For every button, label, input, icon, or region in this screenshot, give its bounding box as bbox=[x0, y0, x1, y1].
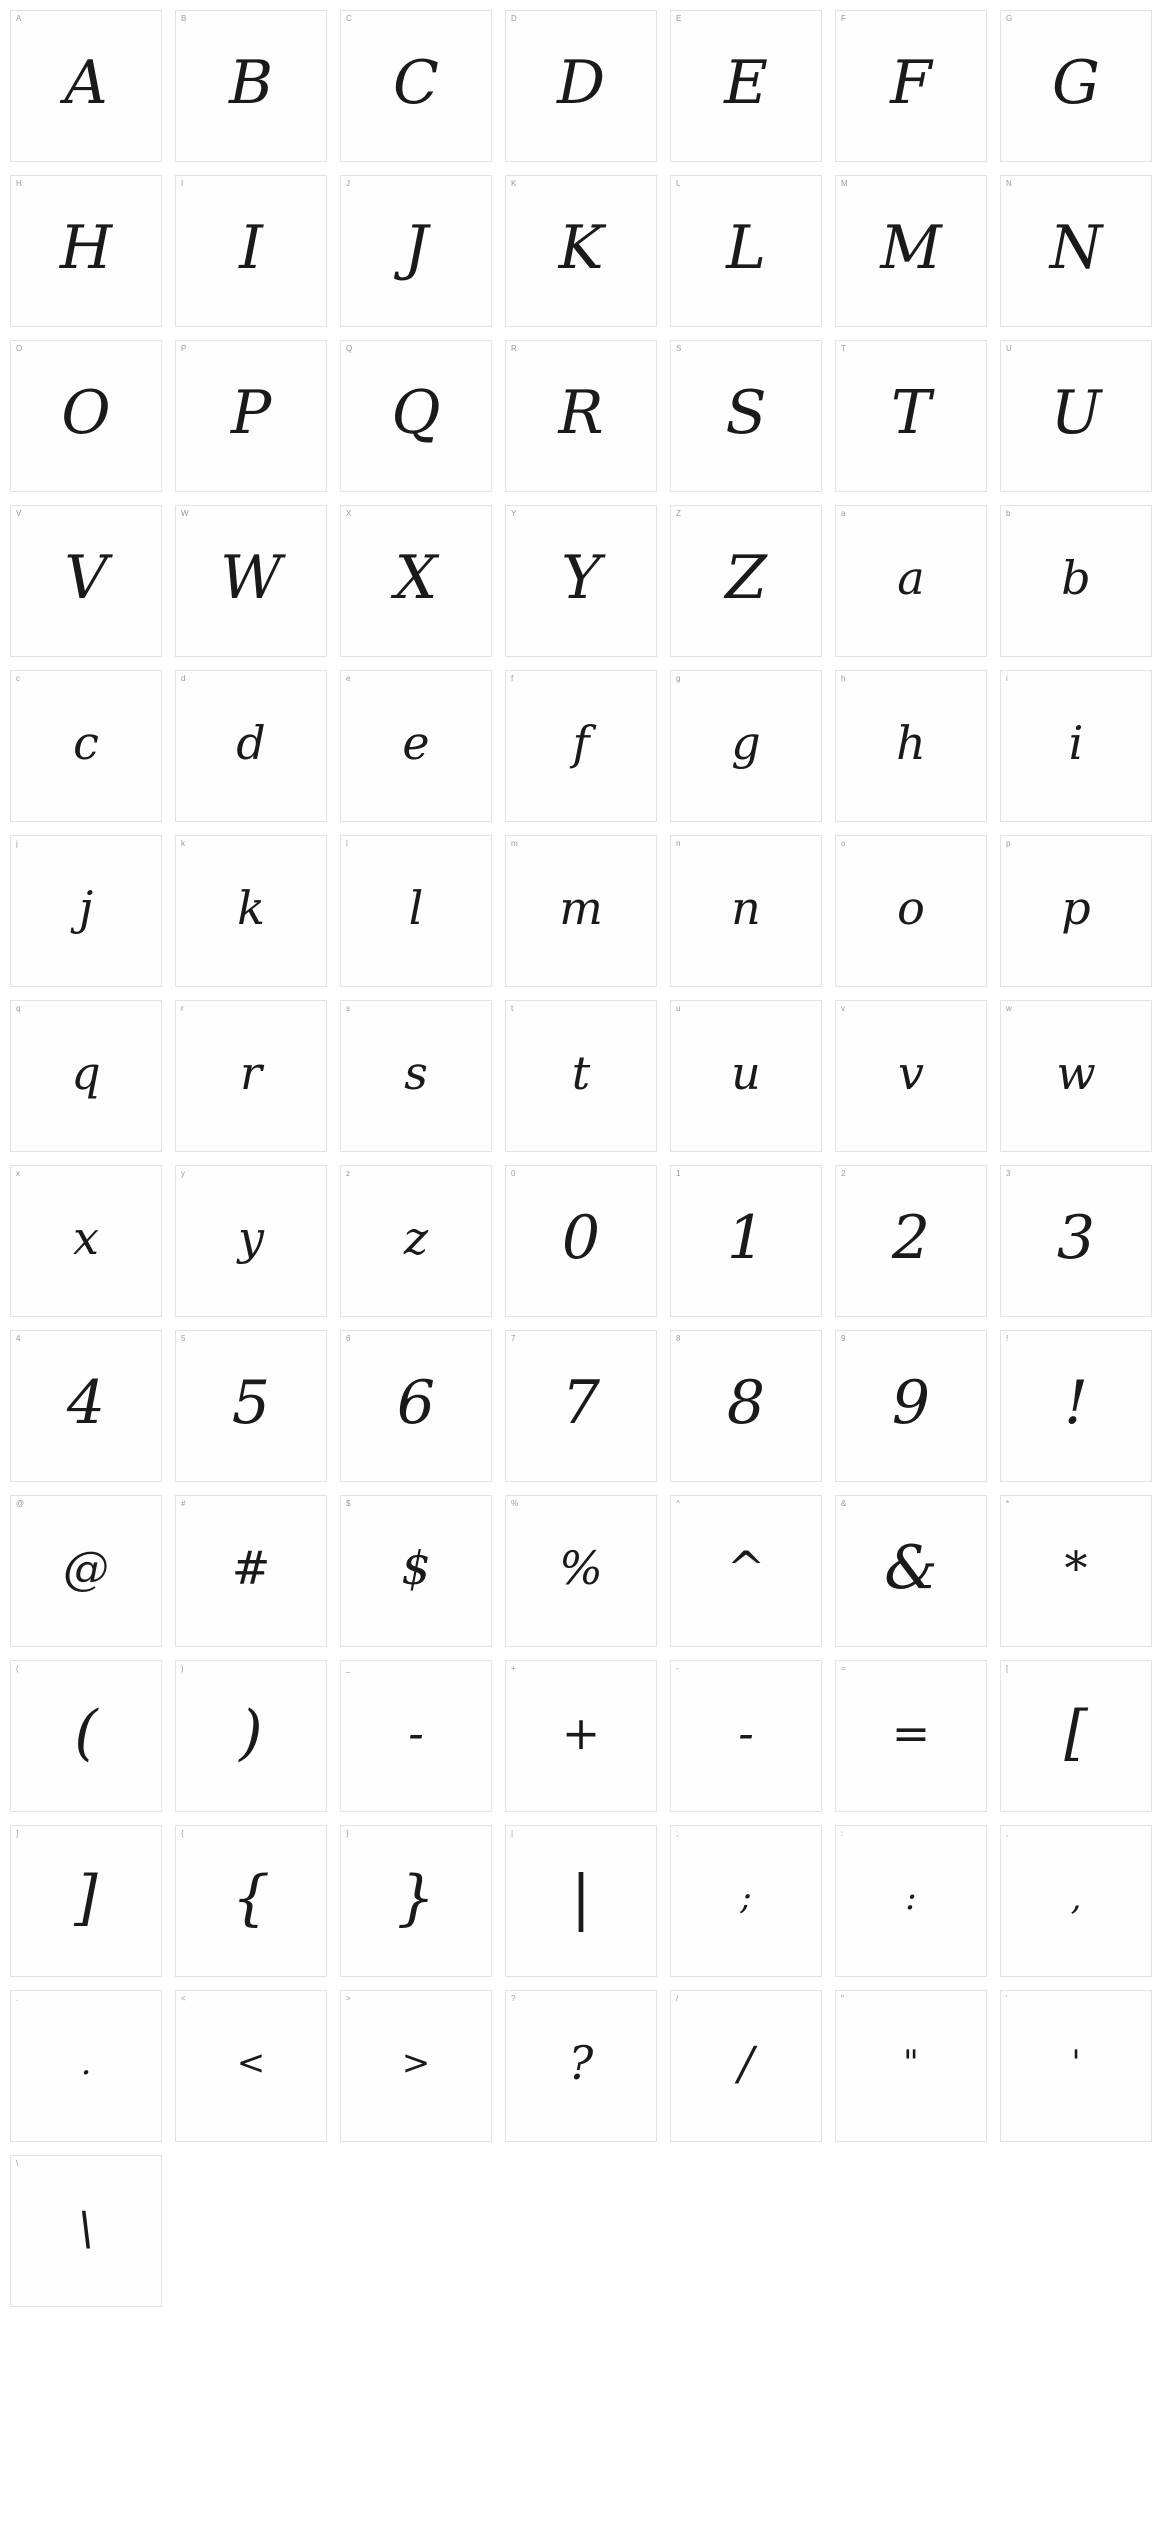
glyph-character: . bbox=[80, 2043, 92, 2083]
glyph-character: J bbox=[403, 213, 429, 283]
glyph-character: S bbox=[725, 378, 767, 448]
glyph-cell[interactable] bbox=[835, 505, 987, 657]
glyph-character: * bbox=[1064, 1541, 1088, 1595]
glyph-code-label: # bbox=[181, 1499, 186, 1508]
glyph-code-label: @ bbox=[16, 1499, 25, 1508]
glyph-code-label: " bbox=[841, 1994, 845, 2003]
glyph-cell[interactable] bbox=[670, 505, 822, 657]
glyph-code-label: e bbox=[346, 674, 351, 683]
glyph-cell[interactable] bbox=[340, 10, 492, 162]
glyph-character: 9 bbox=[891, 1368, 931, 1438]
glyph-character: } bbox=[396, 1863, 436, 1933]
glyph-cell[interactable] bbox=[505, 340, 657, 492]
glyph-cell[interactable] bbox=[340, 175, 492, 327]
glyph-cell[interactable] bbox=[505, 175, 657, 327]
glyph-cell[interactable] bbox=[835, 175, 987, 327]
glyph-cell[interactable] bbox=[505, 670, 657, 822]
glyph-code-label: ? bbox=[511, 1994, 516, 2003]
glyph-code-label: 8 bbox=[676, 1334, 681, 1343]
glyph-cell[interactable] bbox=[1000, 1990, 1152, 2142]
glyph-code-label: { bbox=[181, 1829, 184, 1838]
glyph-code-label: x bbox=[16, 1169, 21, 1178]
glyph-code-label: W bbox=[181, 509, 189, 518]
glyph-code-label: ^ bbox=[676, 1499, 680, 1508]
glyph-code-label: 3 bbox=[1006, 1169, 1011, 1178]
glyph-character: c bbox=[73, 716, 99, 770]
glyph-code-label: z bbox=[346, 1169, 351, 1178]
glyph-cell[interactable] bbox=[505, 1330, 657, 1482]
glyph-character: m bbox=[559, 881, 603, 935]
glyph-code-label: 0 bbox=[511, 1169, 516, 1178]
glyph-character: " bbox=[903, 2043, 919, 2083]
glyph-cell[interactable] bbox=[340, 1660, 492, 1812]
glyph-code-label: t bbox=[511, 1004, 514, 1013]
glyph-character: n bbox=[731, 881, 761, 935]
glyph-character: A bbox=[64, 48, 108, 118]
glyph-character: E bbox=[724, 48, 768, 118]
glyph-cell[interactable] bbox=[10, 1825, 162, 1977]
glyph-cell[interactable] bbox=[175, 505, 327, 657]
glyph-character: 5 bbox=[231, 1368, 271, 1438]
glyph-character: > bbox=[401, 2043, 431, 2083]
glyph-character: X bbox=[394, 543, 438, 613]
glyph-code-label: F bbox=[841, 14, 847, 23]
glyph-cell[interactable] bbox=[10, 1660, 162, 1812]
glyph-code-label: 1 bbox=[676, 1169, 681, 1178]
glyph-code-label: < bbox=[181, 1994, 186, 2003]
glyph-code-label: c bbox=[16, 674, 21, 683]
glyph-character: d bbox=[236, 716, 266, 770]
glyph-cell[interactable] bbox=[10, 505, 162, 657]
glyph-character: I bbox=[239, 213, 263, 283]
glyph-code-label: b bbox=[1006, 509, 1011, 518]
glyph-code-label: [ bbox=[1006, 1664, 1009, 1673]
glyph-character: & bbox=[884, 1533, 938, 1603]
glyph-code-label: R bbox=[511, 344, 517, 353]
glyph-cell[interactable] bbox=[1000, 1495, 1152, 1647]
glyph-cell[interactable] bbox=[670, 1330, 822, 1482]
glyph-cell[interactable] bbox=[835, 1825, 987, 1977]
glyph-code-label: ! bbox=[1006, 1334, 1009, 1343]
glyph-code-label: a bbox=[841, 509, 846, 518]
glyph-code-label: d bbox=[181, 674, 186, 683]
glyph-cell[interactable] bbox=[175, 1165, 327, 1317]
glyph-character: f bbox=[572, 716, 590, 770]
glyph-character: ( bbox=[74, 1698, 98, 1768]
glyph-code-label: B bbox=[181, 14, 187, 23]
glyph-cell[interactable] bbox=[835, 1660, 987, 1812]
glyph-cell[interactable] bbox=[670, 1990, 822, 2142]
glyph-code-label: V bbox=[16, 509, 22, 518]
glyph-cell[interactable] bbox=[340, 1495, 492, 1647]
glyph-character: ] bbox=[74, 1863, 98, 1933]
glyph-character: - bbox=[738, 1706, 754, 1760]
glyph-character: : bbox=[905, 1878, 917, 1918]
glyph-code-label: ' bbox=[1006, 1994, 1008, 2003]
glyph-character: h bbox=[896, 716, 926, 770]
glyph-cell[interactable] bbox=[670, 1660, 822, 1812]
glyph-character: @ bbox=[63, 1541, 109, 1595]
glyph-character: N bbox=[1049, 213, 1103, 283]
glyph-code-label: S bbox=[676, 344, 682, 353]
glyph-cell[interactable] bbox=[835, 1495, 987, 1647]
glyph-character: G bbox=[1052, 48, 1100, 118]
glyph-cell[interactable] bbox=[670, 1825, 822, 1977]
glyph-code-label: C bbox=[346, 14, 352, 23]
glyph-code-label: E bbox=[676, 14, 682, 23]
glyph-code-label: ; bbox=[676, 1829, 679, 1838]
glyph-code-label: L bbox=[676, 179, 681, 188]
glyph-cell[interactable] bbox=[175, 340, 327, 492]
glyph-cell[interactable] bbox=[670, 1000, 822, 1152]
glyph-code-label: o bbox=[841, 839, 846, 848]
glyph-character: O bbox=[61, 378, 111, 448]
glyph-cell[interactable] bbox=[175, 175, 327, 327]
glyph-code-label: & bbox=[841, 1499, 847, 1508]
glyph-code-label: H bbox=[16, 179, 22, 188]
glyph-character: = bbox=[891, 1706, 931, 1760]
glyph-character: s bbox=[404, 1046, 428, 1100]
glyph-code-label: w bbox=[1006, 1004, 1012, 1013]
glyph-cell[interactable] bbox=[505, 10, 657, 162]
glyph-cell[interactable] bbox=[670, 340, 822, 492]
glyph-character: 7 bbox=[561, 1368, 601, 1438]
glyph-character: y bbox=[238, 1211, 264, 1265]
glyph-code-label: K bbox=[511, 179, 517, 188]
glyph-code-label: : bbox=[841, 1829, 844, 1838]
glyph-code-label: . bbox=[16, 1994, 19, 2003]
glyph-character: x bbox=[73, 1211, 99, 1265]
glyph-code-label: v bbox=[841, 1004, 846, 1013]
glyph-cell[interactable] bbox=[1000, 1000, 1152, 1152]
glyph-character: r bbox=[240, 1046, 262, 1100]
glyph-character: ^ bbox=[726, 1541, 766, 1595]
glyph-cell[interactable] bbox=[670, 1495, 822, 1647]
glyph-code-label: 2 bbox=[841, 1169, 846, 1178]
glyph-cell[interactable] bbox=[10, 1495, 162, 1647]
glyph-character: Q bbox=[391, 378, 441, 448]
glyph-cell[interactable] bbox=[670, 10, 822, 162]
glyph-cell[interactable] bbox=[505, 1495, 657, 1647]
glyph-code-label: O bbox=[16, 344, 23, 353]
glyph-character: [ bbox=[1064, 1698, 1088, 1768]
glyph-cell[interactable] bbox=[505, 505, 657, 657]
glyph-code-label: G bbox=[1006, 14, 1013, 23]
glyph-cell[interactable] bbox=[1000, 10, 1152, 162]
glyph-character: i bbox=[1068, 716, 1084, 770]
glyph-character: g bbox=[731, 716, 761, 770]
glyph-cell[interactable] bbox=[10, 340, 162, 492]
glyph-cell[interactable] bbox=[10, 175, 162, 327]
glyph-character: $ bbox=[401, 1541, 431, 1595]
glyph-character: W bbox=[220, 543, 282, 613]
glyph-code-label: J bbox=[346, 179, 351, 188]
glyph-cell[interactable] bbox=[835, 1000, 987, 1152]
glyph-character: \ bbox=[78, 2201, 94, 2255]
glyph-cell[interactable] bbox=[340, 1000, 492, 1152]
glyph-cell[interactable] bbox=[10, 835, 162, 987]
glyph-cell[interactable] bbox=[835, 835, 987, 987]
glyph-code-label: p bbox=[1006, 839, 1011, 848]
glyph-character: F bbox=[890, 48, 932, 118]
glyph-character: < bbox=[236, 2043, 266, 2083]
glyph-code-label: m bbox=[511, 839, 518, 848]
glyph-code-label: P bbox=[181, 344, 187, 353]
glyph-cell[interactable] bbox=[1000, 505, 1152, 657]
glyph-code-label: - bbox=[676, 1664, 679, 1673]
glyph-character: v bbox=[898, 1046, 924, 1100]
glyph-code-label: = bbox=[841, 1664, 846, 1673]
glyph-character: T bbox=[890, 378, 932, 448]
glyph-cell[interactable] bbox=[835, 1165, 987, 1317]
glyph-cell[interactable] bbox=[340, 505, 492, 657]
glyph-code-label: k bbox=[181, 839, 186, 848]
glyph-cell[interactable] bbox=[175, 1495, 327, 1647]
glyph-code-label: X bbox=[346, 509, 352, 518]
glyph-code-label: > bbox=[346, 1994, 351, 2003]
glyph-cell[interactable] bbox=[10, 670, 162, 822]
glyph-cell[interactable] bbox=[340, 1165, 492, 1317]
glyph-code-label: Y bbox=[511, 509, 517, 518]
glyph-code-label: n bbox=[676, 839, 681, 848]
glyph-character: a bbox=[897, 551, 925, 605]
glyph-cell[interactable] bbox=[175, 670, 327, 822]
glyph-cell[interactable] bbox=[340, 1825, 492, 1977]
glyph-code-label: h bbox=[841, 674, 846, 683]
glyph-cell[interactable] bbox=[1000, 1165, 1152, 1317]
glyph-character: j bbox=[78, 881, 94, 935]
glyph-character: ) bbox=[239, 1698, 263, 1768]
glyph-code-label: * bbox=[1006, 1499, 1010, 1508]
glyph-code-label: i bbox=[1006, 674, 1008, 683]
glyph-cell[interactable] bbox=[175, 1660, 327, 1812]
glyph-character: b bbox=[1061, 551, 1091, 605]
glyph-cell[interactable] bbox=[340, 835, 492, 987]
glyph-character: Y bbox=[561, 543, 601, 613]
glyph-cell[interactable] bbox=[10, 1990, 162, 2142]
glyph-code-label: l bbox=[346, 839, 348, 848]
glyph-cell[interactable] bbox=[10, 1000, 162, 1152]
glyph-cell[interactable] bbox=[175, 1000, 327, 1152]
glyph-character: 1 bbox=[726, 1203, 766, 1273]
glyph-character: - bbox=[408, 1706, 424, 1760]
glyph-code-label: 7 bbox=[511, 1334, 516, 1343]
glyph-cell[interactable] bbox=[1000, 1330, 1152, 1482]
glyph-character: H bbox=[59, 213, 113, 283]
glyph-code-label: I bbox=[181, 179, 184, 188]
glyph-character: / bbox=[738, 2036, 754, 2090]
glyph-cell[interactable] bbox=[340, 1990, 492, 2142]
glyph-character: w bbox=[1056, 1046, 1096, 1100]
glyph-cell[interactable] bbox=[175, 1825, 327, 1977]
glyph-cell[interactable] bbox=[835, 670, 987, 822]
glyph-cell[interactable] bbox=[670, 835, 822, 987]
glyph-code-label: / bbox=[676, 1994, 679, 2003]
glyph-code-label: ) bbox=[181, 1664, 184, 1673]
glyph-character: ' bbox=[1071, 2043, 1081, 2083]
glyph-code-label: 4 bbox=[16, 1334, 21, 1343]
glyph-cell[interactable] bbox=[175, 835, 327, 987]
glyph-code-label: } bbox=[346, 1829, 349, 1838]
glyph-character: M bbox=[880, 213, 942, 283]
glyph-character: | bbox=[570, 1863, 592, 1933]
glyph-code-label: r bbox=[181, 1004, 184, 1013]
glyph-code-label: T bbox=[841, 344, 847, 353]
glyph-cell[interactable] bbox=[340, 670, 492, 822]
glyph-character: t bbox=[571, 1046, 591, 1100]
glyph-code-label: Q bbox=[346, 344, 353, 353]
glyph-character: B bbox=[228, 48, 274, 118]
glyph-character: Z bbox=[725, 543, 767, 613]
glyph-character: ? bbox=[568, 2036, 594, 2090]
glyph-character: U bbox=[1050, 378, 1102, 448]
glyph-code-label: U bbox=[1006, 344, 1012, 353]
glyph-cell[interactable] bbox=[175, 10, 327, 162]
glyph-code-label: N bbox=[1006, 179, 1012, 188]
glyph-character: , bbox=[1070, 1878, 1082, 1918]
glyph-code-label: q bbox=[16, 1004, 21, 1013]
glyph-code-label: ( bbox=[16, 1664, 19, 1673]
glyph-cell[interactable] bbox=[1000, 175, 1152, 327]
glyph-code-label: j bbox=[16, 839, 18, 848]
glyph-cell[interactable] bbox=[1000, 1660, 1152, 1812]
glyph-character: D bbox=[556, 48, 606, 118]
glyph-cell[interactable] bbox=[505, 1165, 657, 1317]
glyph-character: % bbox=[559, 1541, 603, 1595]
glyph-code-label: _ bbox=[346, 1664, 351, 1673]
glyph-code-label: u bbox=[676, 1004, 681, 1013]
glyph-cell[interactable] bbox=[1000, 835, 1152, 987]
glyph-cell[interactable] bbox=[670, 1165, 822, 1317]
glyph-code-label: y bbox=[181, 1169, 186, 1178]
glyph-character: C bbox=[393, 48, 439, 118]
glyph-cell[interactable] bbox=[505, 1000, 657, 1152]
glyph-code-label: Z bbox=[676, 509, 682, 518]
glyph-character: z bbox=[403, 1211, 429, 1265]
glyph-character: K bbox=[558, 213, 604, 283]
glyph-code-label: + bbox=[511, 1664, 516, 1673]
glyph-cell[interactable] bbox=[835, 1990, 987, 2142]
glyph-code-label: 6 bbox=[346, 1334, 351, 1343]
glyph-cell[interactable] bbox=[835, 340, 987, 492]
glyph-character: { bbox=[231, 1863, 271, 1933]
glyph-character: 3 bbox=[1056, 1203, 1096, 1273]
glyph-cell[interactable] bbox=[10, 1330, 162, 1482]
glyph-character: P bbox=[230, 378, 272, 448]
glyph-character: 8 bbox=[726, 1368, 766, 1438]
glyph-character: 6 bbox=[396, 1368, 436, 1438]
glyph-cell[interactable] bbox=[175, 1330, 327, 1482]
glyph-character: l bbox=[408, 881, 424, 935]
glyph-character: ; bbox=[740, 1878, 752, 1918]
glyph-code-label: s bbox=[346, 1004, 351, 1013]
glyph-code-label: A bbox=[16, 14, 22, 23]
glyph-character: o bbox=[897, 881, 925, 935]
glyph-code-label: g bbox=[676, 674, 681, 683]
glyph-cell[interactable] bbox=[505, 1660, 657, 1812]
glyph-character: p bbox=[1061, 881, 1091, 935]
glyph-character: R bbox=[558, 378, 604, 448]
glyph-cell[interactable] bbox=[10, 10, 162, 162]
glyph-character: 0 bbox=[561, 1203, 601, 1273]
glyph-character: q bbox=[71, 1046, 101, 1100]
glyph-character: 2 bbox=[891, 1203, 931, 1273]
glyph-cell[interactable] bbox=[835, 10, 987, 162]
glyph-character: u bbox=[731, 1046, 761, 1100]
glyph-character: e bbox=[402, 716, 430, 770]
glyph-cell[interactable] bbox=[10, 1165, 162, 1317]
glyph-cell[interactable] bbox=[835, 1330, 987, 1482]
glyph-code-label: 9 bbox=[841, 1334, 846, 1343]
glyph-code-label: $ bbox=[346, 1499, 351, 1508]
glyph-cell[interactable] bbox=[670, 175, 822, 327]
glyph-cell[interactable] bbox=[340, 340, 492, 492]
glyph-cell[interactable] bbox=[10, 2155, 162, 2307]
glyph-character: k bbox=[237, 881, 265, 935]
glyph-character: 4 bbox=[66, 1368, 106, 1438]
glyph-cell[interactable] bbox=[1000, 670, 1152, 822]
glyph-character: # bbox=[231, 1541, 271, 1595]
glyph-cell[interactable] bbox=[1000, 1825, 1152, 1977]
glyph-cell[interactable] bbox=[505, 1825, 657, 1977]
glyph-code-label: D bbox=[511, 14, 517, 23]
glyph-code-label: 5 bbox=[181, 1334, 186, 1343]
glyph-cell[interactable] bbox=[175, 1990, 327, 2142]
glyph-cell[interactable] bbox=[340, 1330, 492, 1482]
glyph-character: V bbox=[64, 543, 108, 613]
glyph-code-label: | bbox=[511, 1829, 514, 1838]
glyph-character: L bbox=[726, 213, 766, 283]
glyph-code-label: ] bbox=[16, 1829, 19, 1838]
glyph-cell[interactable] bbox=[670, 670, 822, 822]
glyph-cell[interactable] bbox=[1000, 340, 1152, 492]
glyph-code-label: f bbox=[511, 674, 514, 683]
glyph-cell[interactable] bbox=[505, 835, 657, 987]
glyph-character: ! bbox=[1063, 1368, 1089, 1438]
glyph-code-label: \ bbox=[16, 2159, 19, 2168]
glyph-code-label: % bbox=[511, 1499, 519, 1508]
glyph-code-label: M bbox=[841, 179, 848, 188]
glyph-code-label: , bbox=[1006, 1829, 1009, 1838]
glyph-cell[interactable] bbox=[505, 1990, 657, 2142]
glyph-character: + bbox=[561, 1706, 601, 1760]
